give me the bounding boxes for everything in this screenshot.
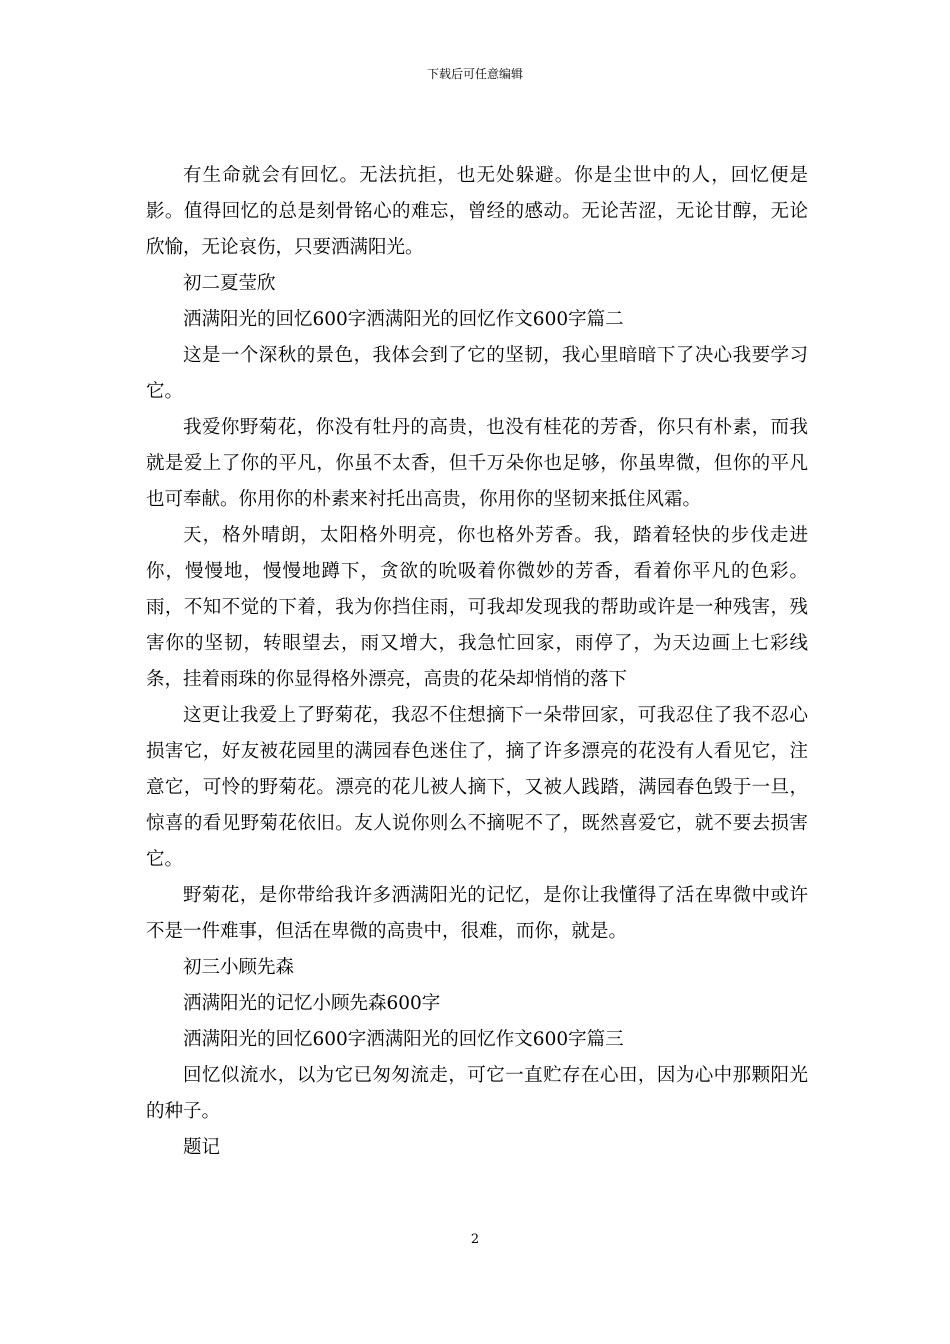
paragraph: 初二夏莹欣 (183, 273, 276, 294)
document-body (146, 158, 808, 1166)
paragraph: 洒满阳光的回忆600字洒满阳光的回忆作文600字篇二 (183, 309, 624, 330)
paragraph: 这更让我爱上了野菊花，我忍不住想摘下一朵带回家，可我忍住了我不忍心损害它，好友被花园里的满园春色迷住了，摘了许多漂亮的花没有人看见它，注意它，可怜的野菊花。漂亮的花儿被人摘下，又被人践踏，满园春色毁于一旦，惊喜的看见野菊花依旧。友人说你则么不摘呢不了，既然喜爱它，就不要去损害它。 (146, 705, 808, 870)
paragraph: 我爱你野菊花，你没有牡丹的高贵，也没有桂花的芳香，你只有朴素，而我就是爱上了你的平凡，你虽不太香，但千万朵你也足够，你虽卑微，但你的平凡也可奉献。你用你的朴素来衬托出高贵，你用你的坚韧来抵住风霜。 (146, 417, 808, 510)
paragraph: 这是一个深秋的景色，我体会到了它的坚韧，我心里暗暗下了决心我要学习它。 (146, 345, 808, 402)
paragraph: 回忆似流水，以为它已匆匆流走，可它一直贮存在心田，因为心中那颗阳光的种子。 (146, 1065, 808, 1122)
paragraph: 初三小顾先森 (183, 957, 295, 978)
paragraph: 洒满阳光的记忆小顾先森600字 (183, 993, 441, 1014)
paragraph: 天，格外晴朗，太阳格外明亮，你也格外芳香。我，踏着轻快的步伐走进你，慢慢地，慢慢地蹲下，贪欲的吮吸着你微妙的芳香，看着你平凡的色彩。雨，不知不觉的下着，我为你挡住雨，可我却发现我的帮助或许是一种残害，残害你的坚韧，转眼望去，雨又增大，我急忙回家，雨停了，为天边画上七彩线条，挂着雨珠的你显得格外漂亮，高贵的花朵却悄悄的落下 (146, 525, 808, 690)
paragraph: 野菊花，是你带给我许多洒满阳光的记忆，是你让我懂得了活在卑微中或许不是一件难事，但活在卑微的高贵中，很难，而你，就是。 (146, 885, 808, 942)
paragraph: 洒满阳光的回忆600字洒满阳光的回忆作文600字篇三 (183, 1029, 624, 1050)
paragraph: 题记 (183, 1137, 221, 1158)
page-number: 2 (470, 1232, 480, 1247)
paragraph: 有生命就会有回忆。无法抗拒，也无处躲避。你是尘世中的人，回忆便是影。值得回忆的总是刻骨铭心的难忘，曾经的感动。无论苦涩，无论甘醇，无论欣愉，无论哀伤，只要洒满阳光。 (146, 165, 808, 258)
page-header: 下载后可任意编辑 (426, 67, 523, 81)
